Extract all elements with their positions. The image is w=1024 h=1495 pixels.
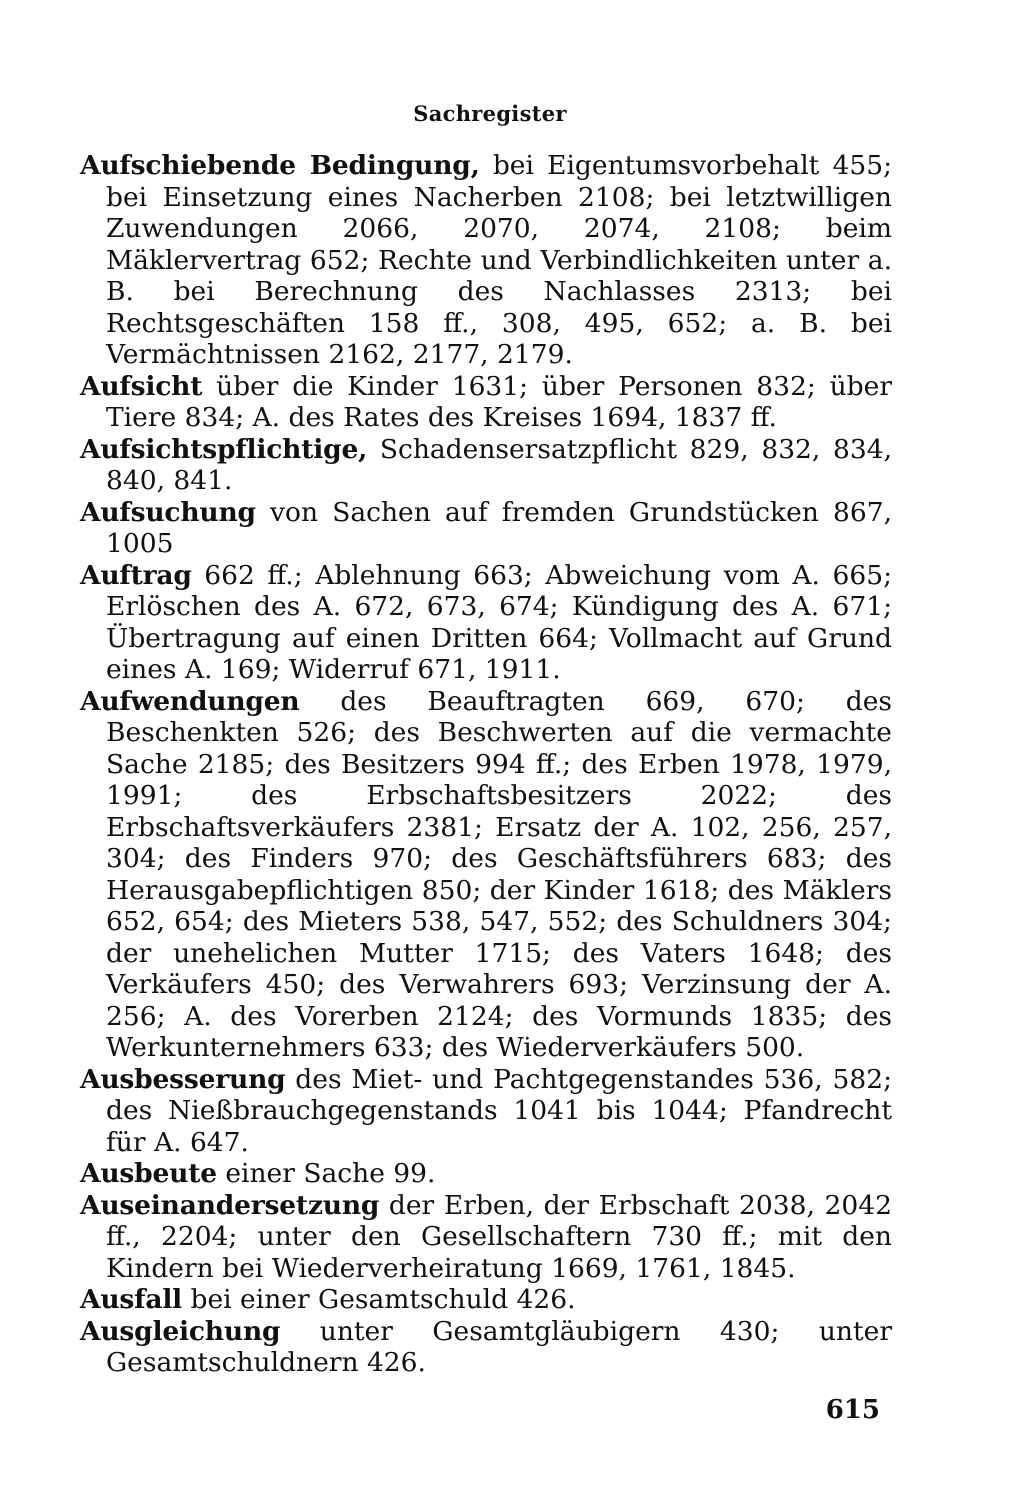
entry-text: bei einer Gesamtschuld 426.: [182, 1284, 576, 1315]
index-entry: [80, 686, 892, 1064]
entry-term: Aufsuchung: [80, 496, 256, 528]
entry-text: unter Gesamtgläubigern 430; unter Gesamtschuldnern 426.: [106, 1315, 892, 1378]
page-number: 615: [825, 1395, 880, 1425]
index-entry: [80, 150, 892, 371]
entry-term: Auftrag: [80, 559, 192, 591]
entry-term: Ausgleichung: [80, 1315, 281, 1347]
entry-term: Aufsicht: [80, 370, 203, 402]
index-entry: [80, 1064, 892, 1159]
index-entry: [80, 1190, 892, 1285]
entry-text: über die Kinder 1631; über Personen 832; über Tiere 834; A. des Rates des Kreises 1694, 1837 ff.: [106, 370, 892, 433]
index-page: [80, 88, 892, 1468]
entry-text: Schadensersatzpflicht 829, 832, 834, 840, 841.: [106, 433, 892, 496]
index-entry: [80, 434, 892, 497]
index-entry: [80, 1284, 892, 1316]
index-entry: [80, 560, 892, 686]
entry-term: Aufwendungen: [80, 685, 300, 717]
entry-term: Auseinandersetzung: [80, 1189, 380, 1221]
index-entry: [80, 1158, 892, 1190]
index-entry: [80, 371, 892, 434]
entry-text: des Beauftragten 669, 670; des Beschenkten 526; des Beschwerten auf die vermachte Sache 2185; des Besitzers 994 ff.; des Erben 1978, 1979, 1991; des Erbschaftsbesitzers 2022; des Erbschaftsverkäufers 2381; Ersatz der A. 102, 256, 257, 304; des Finders 970; des Geschäftsführers 683; des Herausgabepflichtigen 850; der Kinder 1618; des Mäklers 652, 654; des Mieters 538, 547, 552; des Schuldners 304; der unehelichen Mutter 1715; des Vaters 1648; des Verkäufers 450; des Verwahrers 693; Verzinsung der A. 256; A. des Vorerben 2124; des Vormunds 1835; des Werkunternehmers 633; des Wiederverkäufers 500.: [106, 685, 892, 1063]
entry-term: Ausbeute: [80, 1158, 217, 1189]
entry-text: einer Sache 99.: [216, 1158, 436, 1189]
entry-text: der Erben, der Erbschaft 2038, 2042 ff., 2204; unter den Gesellschaftern 730 ff.; mit den Kindern bei Wiederverheiratung 1669, 1761, 1845.: [106, 1189, 892, 1284]
entry-term: Ausbesserung: [80, 1063, 286, 1095]
entry-text: von Sachen auf fremden Grundstücken 867, 1005: [106, 496, 892, 559]
index-entry: [80, 1316, 892, 1379]
running-head: Sachregister: [413, 101, 567, 126]
entry-term: Ausfall: [80, 1284, 183, 1315]
entry-text: des Miet- und Pachtgegenstandes 536, 582; des Nießbrauchgegenstands 1041 bis 1044; Pfandrecht für A. 647.: [106, 1063, 892, 1158]
entry-term: Aufschiebende Bedingung,: [80, 150, 480, 181]
entry-text: 662 ff.; Ablehnung 663; Abweichung vom A. 665; Erlöschen des A. 672, 673, 674; Kündigung des A. 671; Übertragung auf einen Dritten 664; Vollmacht auf Grund eines A. 169; Widerruf 671, 1911.: [106, 559, 892, 685]
entry-term: Aufsichtspflichtige,: [80, 433, 368, 465]
index-entries: [80, 150, 892, 1379]
index-entry: [80, 497, 892, 560]
entry-text: bei Eigentumsvorbehalt 455; bei Einsetzung eines Nacherben 2108; bei letztwilligen Zuwendungen 2066, 2070, 2074, 2108; beim Mäklervertrag 652; Rechte und Verbindlichkeiten unter a. B. bei Berechnung des Nachlasses 2313; bei Rechtsgeschäften 158 ff., 308, 495, 652; a. B. bei Vermächtnissen 2162, 2177, 2179.: [106, 150, 892, 370]
